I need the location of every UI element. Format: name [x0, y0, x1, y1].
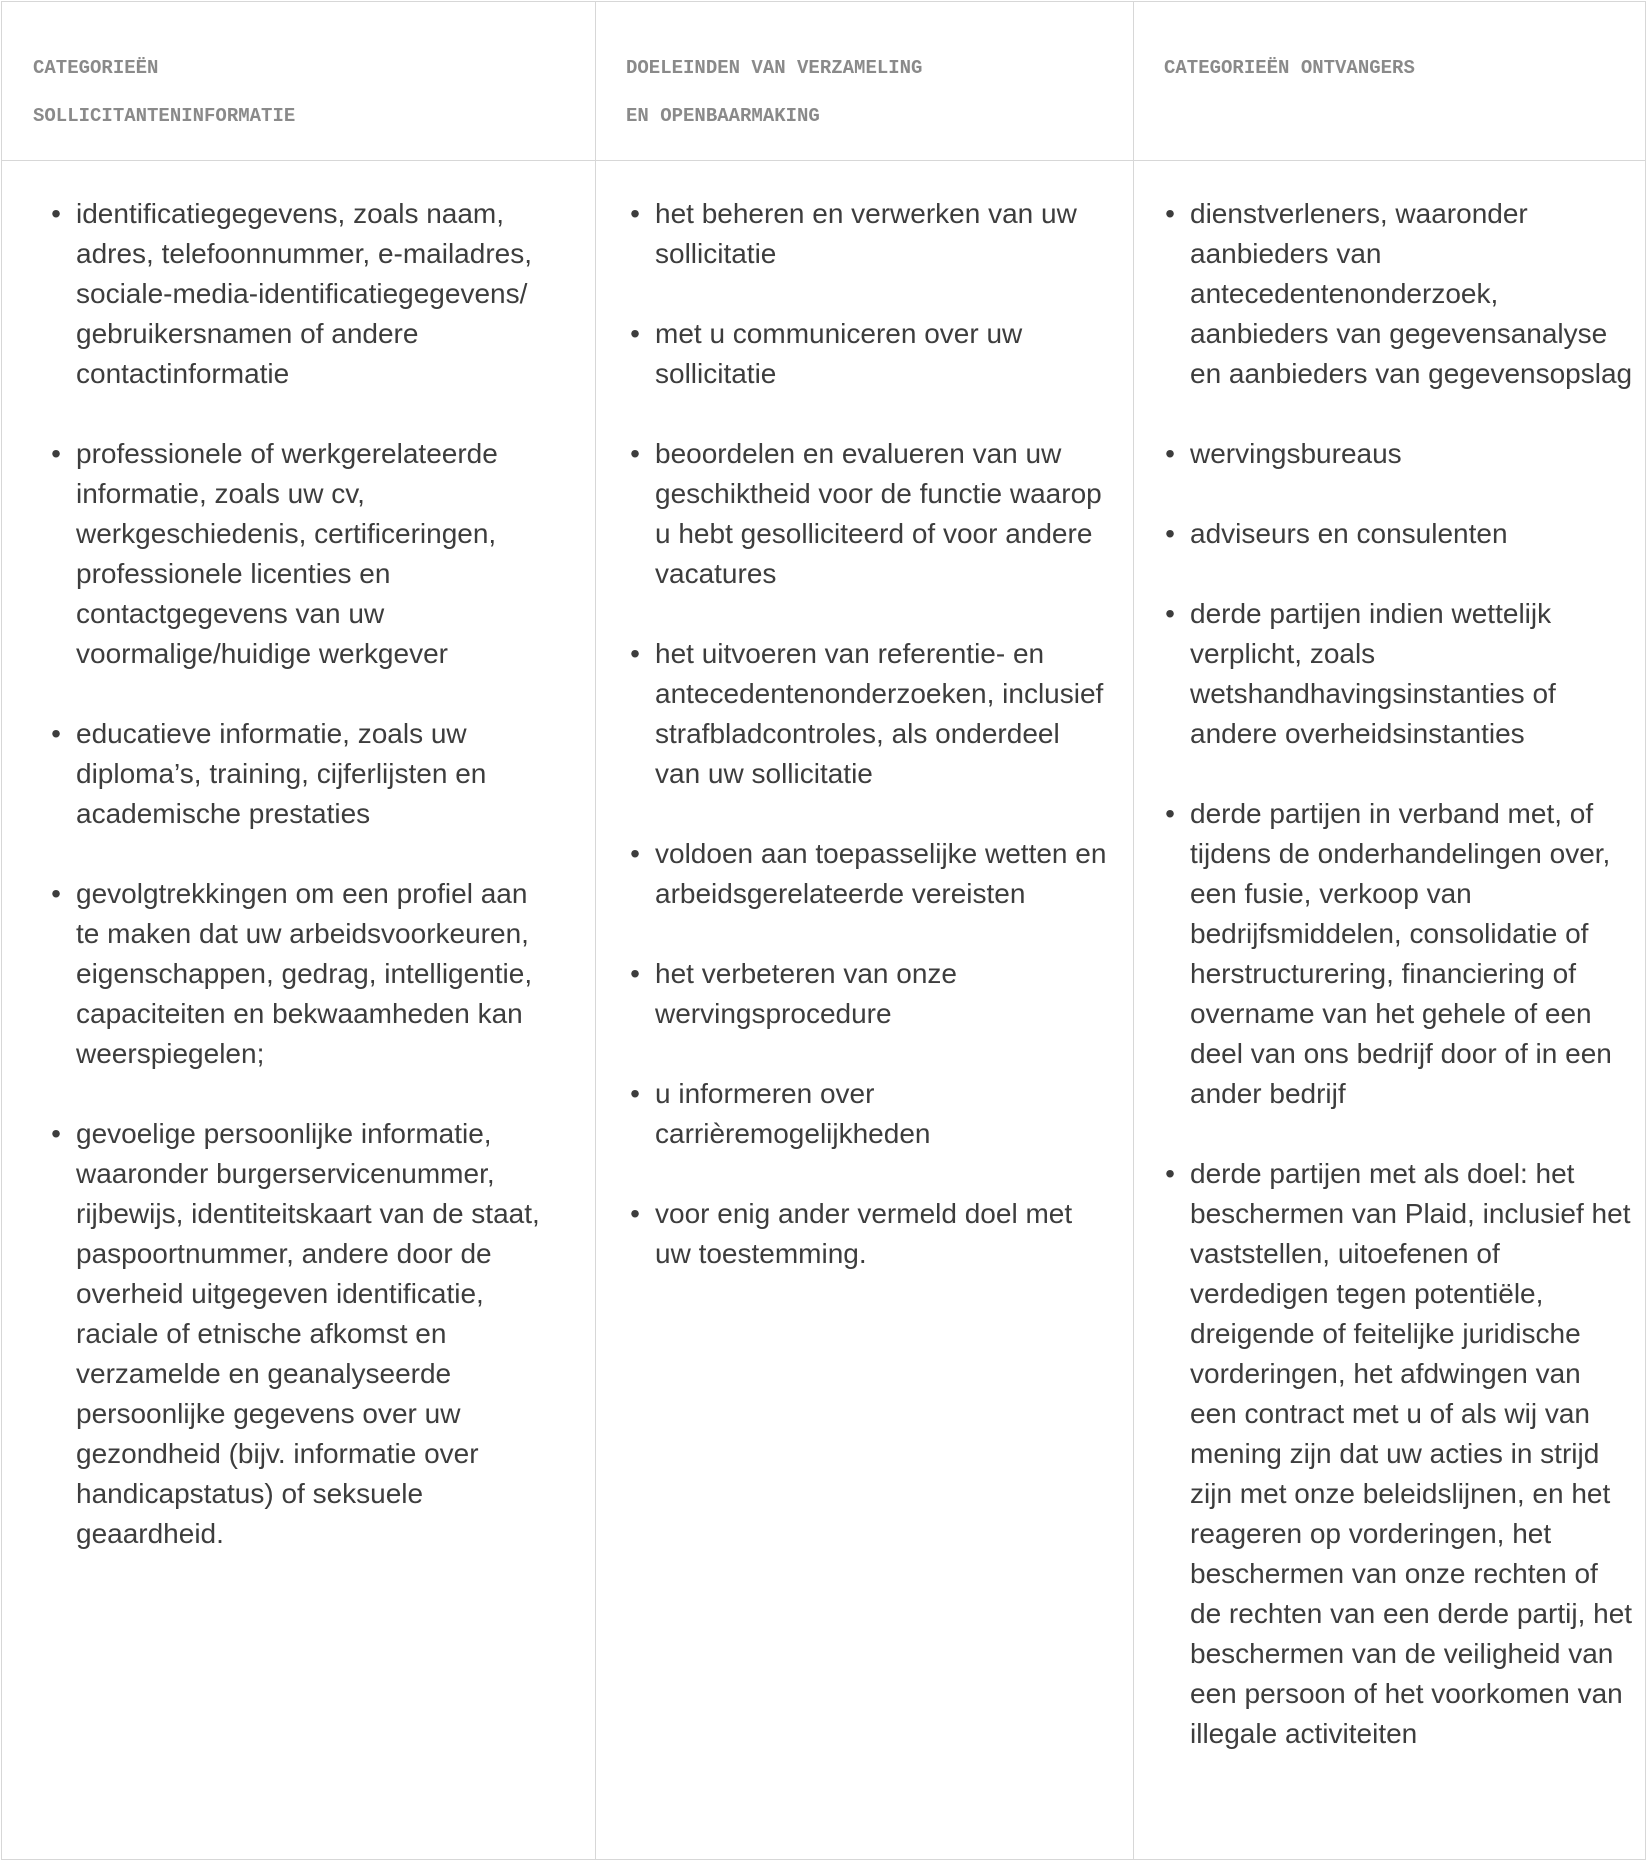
bullet-list — [50, 194, 540, 1594]
list-item-text: het uitvoeren van referentie- en antecedentenonderzoeken, inclusief strafbladcontroles, als onderdeel van uw sollicitatie — [655, 638, 1104, 789]
column-header — [1164, 44, 1634, 92]
list-item-text: beoordelen en evalueren van uw geschiktheid voor de functie waarop u hebt gesolliciteerd of voor andere vacatures — [655, 438, 1102, 589]
list-item-text: wervingsbureaus — [1190, 438, 1402, 469]
bullet-icon: • — [630, 638, 640, 669]
list-item — [629, 194, 1109, 274]
bullet-icon: • — [630, 1078, 640, 1109]
list-item-text: dienstverleners, waaronder aanbieders van antecedentenonderzoek, aanbieders van gegevensanalyse en aanbieders van gegevensopslag — [1190, 198, 1633, 389]
list-item — [629, 634, 1109, 794]
column-recipient-categories — [1133, 2, 1645, 1859]
list-item-text: derde partijen indien wettelijk verplicht, zoals wetshandhavingsinstanties of andere overheidsinstanties — [1190, 598, 1556, 749]
list-item — [50, 194, 540, 394]
list-item — [1164, 594, 1634, 754]
list-item — [50, 874, 540, 1074]
list-item-text: het verbeteren van onze wervingsprocedure — [655, 958, 957, 1029]
list-item — [629, 434, 1109, 594]
list-item — [50, 1114, 540, 1554]
list-item — [1164, 194, 1634, 394]
bullet-icon: • — [51, 438, 61, 469]
header-line: EN OPENBAARMAKING — [626, 105, 820, 127]
list-item-text: voor enig ander vermeld doel met uw toestemming. — [655, 1198, 1073, 1269]
bullet-icon: • — [51, 878, 61, 909]
list-item — [50, 434, 540, 674]
bullet-icon: • — [630, 1198, 640, 1229]
bullet-icon: • — [51, 718, 61, 749]
list-item-text: educatieve informatie, zoals uw diploma’s, training, cijferlijsten en academische prestaties — [76, 718, 487, 829]
list-item — [50, 714, 540, 834]
column-header — [626, 44, 1106, 140]
list-item — [1164, 1154, 1634, 1754]
list-item-text: u informeren over carrièremogelijkheden — [655, 1078, 931, 1149]
bullet-icon: • — [1165, 438, 1175, 469]
list-item-text: derde partijen in verband met, of tijdens de onderhandelingen over, een fusie, verkoop van bedrijfsmiddelen, consolidatie of herstructurering, financiering of overname van het gehele of een deel van ons bedrijf door of in een ander bedrijf — [1190, 798, 1612, 1109]
header-line: SOLLICITANTENINFORMATIE — [33, 105, 296, 127]
list-item-text: voldoen aan toepasselijke wetten en arbeidsgerelateerde vereisten — [655, 838, 1107, 909]
list-item — [629, 1074, 1109, 1154]
list-item-text: gevoelige persoonlijke informatie, waaronder burgerservicenummer, rijbewijs, identiteitskaart van de staat, paspoortnummer, andere door de overheid uitgegeven identificatie, raciale of etnische afkomst en verzamelde en geanalyseerde persoonlijke gegevens over uw gezondheid (bijv. informatie over handicapstatus) of seksuele geaardheid. — [76, 1118, 540, 1549]
column-header — [33, 44, 573, 140]
list-item-text: het beheren en verwerken van uw sollicitatie — [655, 198, 1077, 269]
list-item — [1164, 514, 1634, 554]
bullet-list — [1164, 194, 1634, 1794]
list-item-text: professionele of werkgerelateerde informatie, zoals uw cv, werkgeschiedenis, certificeringen, professionele licenties en contactgegevens van uw voormalige/huidige werkgever — [76, 438, 498, 669]
header-line: CATEGORIEËN ONTVANGERS — [1164, 57, 1415, 79]
list-item — [629, 834, 1109, 914]
bullet-icon: • — [1165, 518, 1175, 549]
bullet-icon: • — [1165, 1158, 1175, 1189]
column-collection-purposes — [595, 2, 1133, 1859]
bullet-icon: • — [630, 958, 640, 989]
list-item-text: identificatiegegevens, zoals naam, adres, telefoonnummer, e-mailadres, sociale-media-identificatiegegevens/ gebruikersnamen of andere contactinformatie — [76, 198, 532, 389]
bullet-icon: • — [630, 838, 640, 869]
bullet-icon: • — [1165, 798, 1175, 829]
bullet-list — [629, 194, 1109, 1314]
bullet-icon: • — [51, 1118, 61, 1149]
list-item — [629, 954, 1109, 1034]
list-item — [629, 314, 1109, 394]
list-item-text: met u communiceren over uw sollicitatie — [655, 318, 1023, 389]
list-item-text: derde partijen met als doel: het beschermen van Plaid, inclusief het vaststellen, uitoefenen of verdedigen tegen potentiële, dreigende of feitelijke juridische vorderingen, het afdwingen van een contract met u of als wij van mening zijn dat uw acties in strijd zijn met onze beleidslijnen, en het reageren op vorderingen, het beschermen van onze rechten of de rechten van een derde partij, het beschermen van de veiligheid van een persoon of het voorkomen van illegale activiteiten — [1190, 1158, 1633, 1749]
bullet-icon: • — [1165, 598, 1175, 629]
list-item — [629, 1194, 1109, 1274]
list-item-text: adviseurs en consulenten — [1190, 518, 1508, 549]
header-line: CATEGORIEËN — [33, 57, 159, 79]
bullet-icon: • — [51, 198, 61, 229]
list-item — [1164, 794, 1634, 1114]
list-item-text: gevolgtrekkingen om een profiel aan te maken dat uw arbeidsvoorkeuren, eigenschappen, gedrag, intelligentie, capaciteiten en bekwaamheden kan weerspiegelen; — [76, 878, 533, 1069]
list-item — [1164, 434, 1634, 474]
column-applicant-info-categories — [2, 2, 595, 1859]
bullet-icon: • — [630, 318, 640, 349]
data-disclosure-table — [1, 1, 1646, 1860]
bullet-icon: • — [630, 438, 640, 469]
header-line: DOELEINDEN VAN VERZAMELING — [626, 57, 923, 79]
bullet-icon: • — [630, 198, 640, 229]
bullet-icon: • — [1165, 198, 1175, 229]
